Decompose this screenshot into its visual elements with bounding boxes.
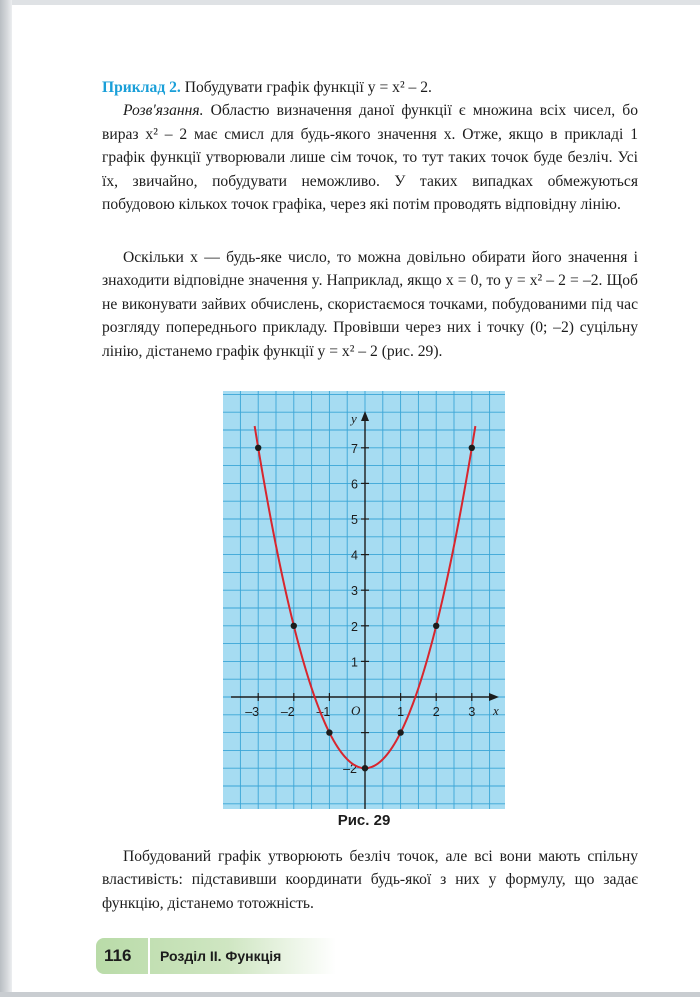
marked-point <box>291 623 297 629</box>
y-tick-label: 5 <box>351 513 358 527</box>
grid-background <box>223 391 505 809</box>
page-number: 116 <box>104 946 132 965</box>
solution-paragraph-1-text: Областю визначення даної функції є множина всіх чисел, бо вираз x² – 2 має смисл для будь-якого значення x. Отже, якщо в прикладі 1 графік функції утворювали лише сім точок, то тут таких точок буде безліч. Усі їх, звичайно, побудувати неможливо. У таких випадках обмежуються побудовою кількох точок графіка, через які потім проводять відповідну лінію. <box>102 102 638 214</box>
y-tick-label: 3 <box>351 584 358 599</box>
x-tick-label: 1 <box>397 705 405 719</box>
footer-separator <box>148 938 150 974</box>
marked-point <box>433 623 439 629</box>
solution-paragraph-2-block <box>102 246 638 363</box>
x-axis-label: x <box>493 703 499 718</box>
y-tick-label: 2 <box>351 619 358 634</box>
page-top-edge <box>0 0 700 5</box>
x-tick-label: –3 <box>245 705 260 719</box>
page-footer <box>96 938 336 974</box>
example-heading <box>102 76 638 99</box>
page-bottom-edge <box>0 992 700 997</box>
function-graph <box>223 391 505 809</box>
x-tick-label: –1 <box>316 705 331 719</box>
solution-paragraph-3-block <box>102 845 638 915</box>
x-tick-label: 3 <box>468 705 476 719</box>
solution-paragraph-1 <box>102 99 638 216</box>
y-tick-label: 6 <box>351 477 358 492</box>
marked-point <box>397 729 403 735</box>
y-tick-label: –2 <box>343 762 357 777</box>
marked-point <box>255 445 261 451</box>
y-tick-label: 7 <box>351 441 358 456</box>
origin-label: O <box>351 703 361 718</box>
y-tick-label: 4 <box>351 548 358 563</box>
example-label: Приклад 2. <box>102 79 181 96</box>
marked-point <box>469 445 475 451</box>
page-left-edge <box>0 0 12 997</box>
section-title: Розділ II. Функція <box>160 948 282 964</box>
figure-caption: Рис. 29 <box>337 812 391 829</box>
solution-paragraph-3: Побудований графік утворюють безліч точок, але всі вони мають спільну властивість: підставивши координати будь-якої з них у формулу, що задає функцію, дістанемо тотожність. <box>102 848 638 912</box>
marked-point <box>326 729 332 735</box>
solution-label: Розв'язання. <box>123 102 204 120</box>
example-block <box>102 76 638 216</box>
example-task: Побудувати графік функції y = x² – 2. <box>184 79 432 96</box>
y-tick-label: 1 <box>351 655 358 670</box>
y-axis-label: y <box>351 411 357 426</box>
solution-paragraph-2: Оскільки x — будь-яке число, то можна довільно обирати його значення і знаходити відповідне значення y. Наприклад, якщо x = 0, то y = x² – 2 = –2. Щоб не виконувати зайвих обчислень, скористаємося точками, побудованими під час розгляду попереднього прикладу. Провівши через них і точку (0; –2) суцільну лінію, дістанемо графік функції y = x² – 2 (рис. 29). <box>102 249 638 360</box>
marked-point <box>362 765 368 771</box>
x-tick-label: –2 <box>280 705 295 719</box>
x-tick-label: 2 <box>432 705 440 719</box>
